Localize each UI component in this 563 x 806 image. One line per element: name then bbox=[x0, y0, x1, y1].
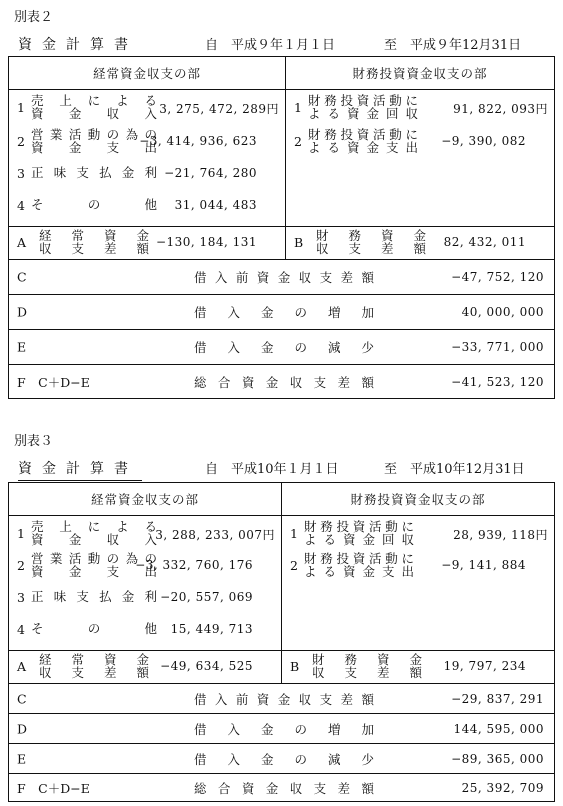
item-label: 財務投資活動に よる資金回収 bbox=[304, 519, 414, 547]
item-value: −3, 332, 760, 176 bbox=[135, 558, 253, 572]
subtotal-label: 経常資金 収支差額 bbox=[39, 228, 149, 256]
row-value: −29, 837, 291 bbox=[451, 691, 544, 706]
item-number: 2 bbox=[17, 134, 25, 149]
item-label: 財務投資活動に よる資金支出 bbox=[308, 127, 418, 155]
subtotal-label: 経常資金 収支差額 bbox=[39, 652, 149, 680]
ordinary-section-header: 経常資金収支の部 bbox=[90, 492, 199, 507]
section-header-row bbox=[9, 483, 554, 516]
item-value: −9, 141, 884 bbox=[441, 558, 526, 572]
list-item bbox=[294, 128, 548, 156]
list-item bbox=[17, 128, 279, 156]
item-number: 2 bbox=[290, 558, 298, 573]
document-title: 資金計算書 bbox=[18, 34, 138, 54]
item-label: 営業活動の為の 資金支出 bbox=[31, 127, 157, 155]
row-label: 借入金の減少 bbox=[194, 751, 374, 767]
statement-heading bbox=[18, 458, 548, 478]
row-key: F C＋D−E bbox=[17, 374, 90, 390]
item-number: 1 bbox=[17, 526, 25, 541]
list-item bbox=[17, 520, 275, 548]
subtotal-key: B bbox=[294, 235, 304, 250]
subtotal-a bbox=[17, 229, 279, 257]
table-row bbox=[9, 774, 554, 801]
item-number: 4 bbox=[17, 622, 25, 637]
period-to: 至 平成９年12月31日 bbox=[384, 38, 522, 53]
table-row bbox=[9, 295, 554, 330]
subtotal-row bbox=[9, 227, 554, 260]
row-value: −47, 752, 120 bbox=[451, 270, 544, 284]
list-item bbox=[17, 192, 279, 220]
row-key: E bbox=[17, 339, 27, 355]
item-number: 1 bbox=[17, 100, 25, 115]
row-label: 借入金の増加 bbox=[194, 305, 374, 320]
list-item bbox=[17, 552, 275, 580]
row-key: C bbox=[17, 691, 27, 706]
item-value: −9, 390, 082 bbox=[441, 134, 526, 148]
table-label: 別表３ bbox=[14, 434, 54, 449]
row-key: E bbox=[17, 751, 27, 766]
item-label: 正味支払金利 bbox=[31, 165, 157, 180]
row-key: C bbox=[17, 269, 27, 285]
list-item bbox=[290, 520, 548, 548]
ordinary-section-header: 経常資金収支の部 bbox=[92, 66, 201, 81]
table-row bbox=[9, 260, 554, 295]
table-row bbox=[9, 684, 554, 714]
financial-section-header: 財務投資資金収支の部 bbox=[350, 492, 486, 507]
subtotal-b bbox=[294, 229, 548, 257]
row-value: −33, 771, 000 bbox=[451, 340, 544, 354]
cash-flow-table bbox=[8, 482, 555, 802]
subtotal-a bbox=[17, 653, 275, 681]
item-label: 財務投資活動に よる資金回収 bbox=[308, 93, 418, 121]
list-item bbox=[294, 94, 548, 122]
period-to: 至 平成10年12月31日 bbox=[384, 462, 525, 477]
item-number: 4 bbox=[17, 198, 25, 213]
item-value: −3, 414, 936, 623 bbox=[139, 134, 257, 148]
table-row bbox=[9, 744, 554, 774]
row-label: 総合資金収支差額 bbox=[194, 780, 374, 796]
list-item bbox=[17, 94, 279, 122]
item-number: 2 bbox=[17, 558, 25, 573]
table-row bbox=[9, 330, 554, 365]
row-key: D bbox=[17, 721, 28, 736]
item-number: 3 bbox=[17, 590, 25, 605]
subtotal-b bbox=[290, 653, 548, 681]
row-label: 総合資金収支差額 bbox=[194, 374, 374, 390]
period-from: 自 平成10年１月１日 bbox=[205, 462, 339, 477]
list-item bbox=[290, 552, 548, 580]
table-label: 別表２ bbox=[14, 10, 54, 25]
subtotal-label: 財務資金 収支差額 bbox=[312, 652, 422, 680]
list-item bbox=[17, 160, 279, 188]
subtotal-key: B bbox=[290, 659, 300, 674]
row-value: −89, 365, 000 bbox=[451, 751, 544, 766]
item-value: 91, 822, 093円 bbox=[453, 102, 548, 116]
subtotal-value: 19, 797, 234 bbox=[443, 659, 526, 673]
item-value: 31, 044, 483 bbox=[174, 198, 257, 212]
row-label: 借入金の減少 bbox=[194, 340, 374, 355]
table-row bbox=[9, 714, 554, 744]
subtotal-value: 82, 432, 011 bbox=[443, 235, 526, 249]
cash-flow-table bbox=[8, 56, 555, 399]
subtotal-value: −49, 634, 525 bbox=[160, 659, 253, 673]
subtotal-key: A bbox=[17, 235, 27, 250]
table-row bbox=[9, 365, 554, 398]
item-value: 3, 288, 233, 007円 bbox=[155, 528, 275, 542]
item-number: 1 bbox=[294, 100, 302, 115]
item-value: 15, 449, 713 bbox=[170, 622, 253, 636]
financial-section-header: 財務投資資金収支の部 bbox=[352, 66, 488, 81]
row-value: −41, 523, 120 bbox=[451, 374, 544, 389]
period-from: 自 平成９年１月１日 bbox=[205, 38, 336, 53]
list-item bbox=[17, 584, 275, 612]
item-number: 1 bbox=[290, 526, 298, 541]
item-number: 2 bbox=[294, 134, 302, 149]
item-number: 3 bbox=[17, 166, 25, 181]
item-label: 正味支払金利 bbox=[31, 589, 157, 604]
row-value: 40, 000, 000 bbox=[461, 305, 544, 319]
items-block bbox=[9, 516, 554, 651]
item-label: 売上による 資金収入 bbox=[31, 93, 157, 121]
subtotal-row bbox=[9, 651, 554, 684]
subtotal-value: −130, 184, 131 bbox=[155, 235, 257, 249]
row-label: 借入金の増加 bbox=[194, 721, 374, 737]
items-block bbox=[9, 90, 554, 227]
subtotal-key: A bbox=[17, 659, 27, 674]
document-title: 資金計算書 bbox=[18, 458, 138, 478]
statement-heading bbox=[18, 34, 548, 54]
row-value: 25, 392, 709 bbox=[461, 780, 544, 795]
item-value: 28, 939, 118円 bbox=[453, 528, 548, 542]
row-key: D bbox=[17, 304, 28, 320]
item-value: −21, 764, 280 bbox=[164, 166, 257, 180]
subtotal-label: 財務資金 収支差額 bbox=[316, 228, 426, 256]
section-header-row bbox=[9, 57, 554, 90]
item-label: そ の 他 bbox=[31, 197, 157, 212]
row-label: 借入前資金収支差額 bbox=[194, 691, 374, 707]
item-label: 売上による 資金収入 bbox=[31, 519, 157, 547]
list-item bbox=[17, 616, 275, 644]
item-value: 3, 275, 472, 289円 bbox=[159, 102, 279, 116]
item-label: 営業活動の為の 資金支出 bbox=[31, 551, 157, 579]
item-label: そ の 他 bbox=[31, 621, 157, 636]
row-key: F C＋D−E bbox=[17, 780, 90, 796]
row-label: 借入前資金収支差額 bbox=[194, 270, 374, 285]
item-label: 財務投資活動に よる資金支出 bbox=[304, 551, 414, 579]
item-value: −20, 557, 069 bbox=[160, 590, 253, 604]
row-value: 144, 595, 000 bbox=[453, 721, 544, 736]
